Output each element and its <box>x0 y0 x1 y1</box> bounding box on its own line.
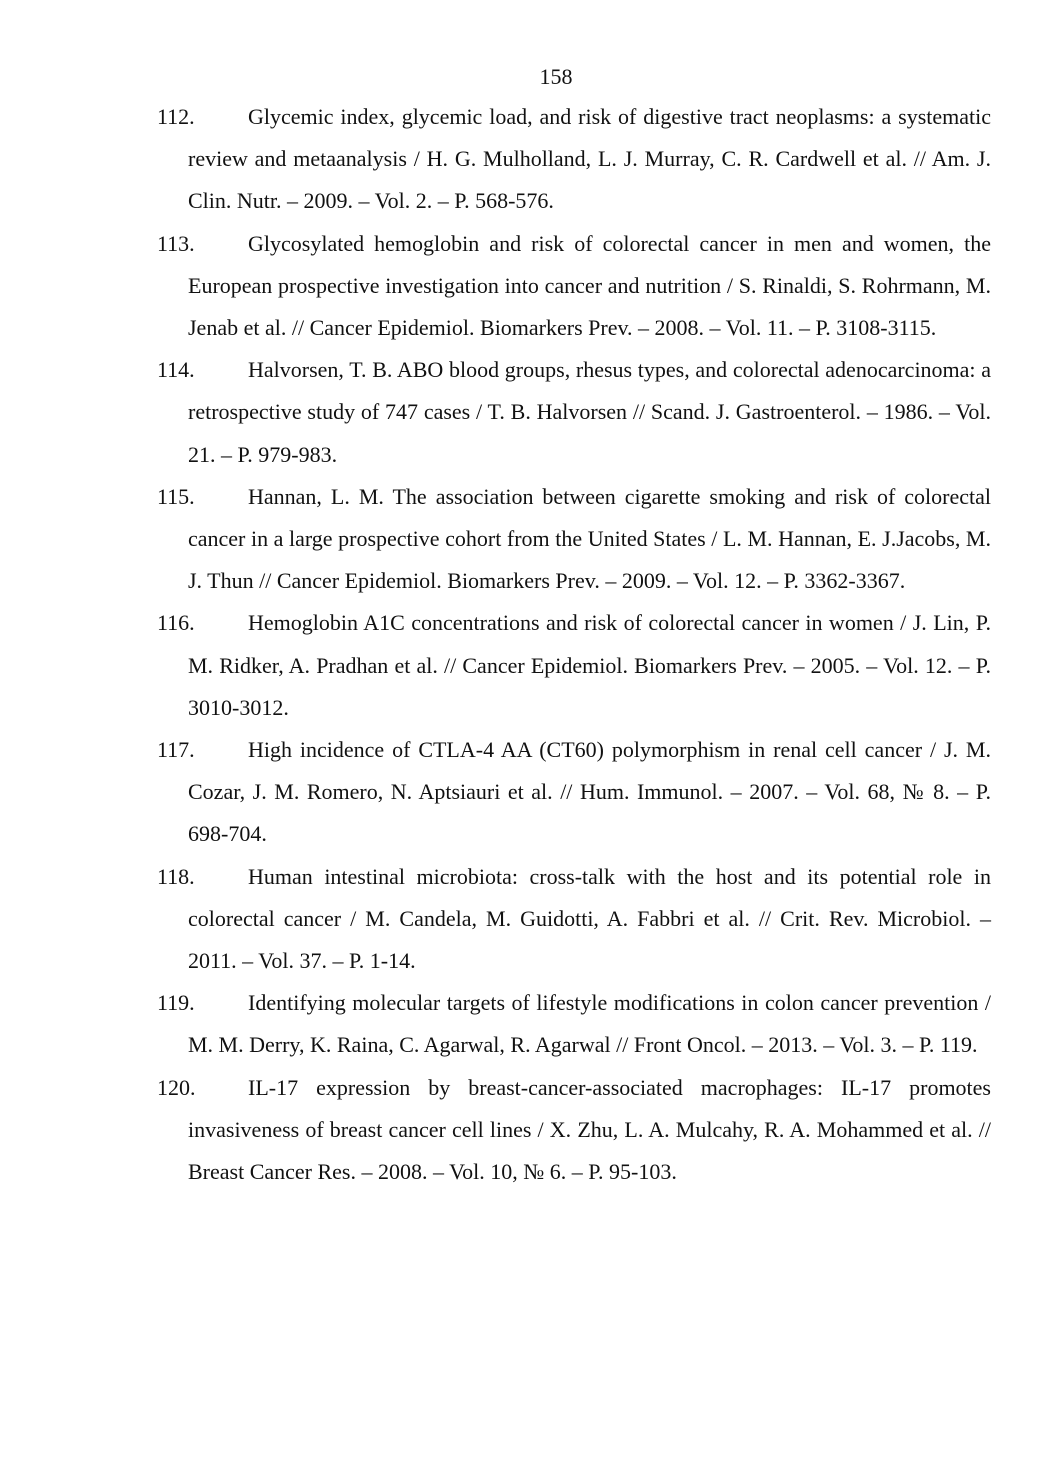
reference-text: Glycosylated hemoglobin and risk of colorectal cancer in men and women, the European prospective investigation into cancer and nutrition / S. Rinaldi, S. Rohrmann, M. Jenab et al. // Cancer Epidemiol. Biomarkers Prev. – 2008. – Vol. 11. – P. 3108-3115. <box>188 230 991 341</box>
reference-item <box>157 982 991 1066</box>
reference-text: Halvorsen, T. B. ABO blood groups, rhesus types, and colorectal adenocarcinoma: a retrospective study of 747 cases / T. B. Halvorsen // Scand. J. Gastroenterol. – 1986. – Vol. 21. – P. 979-983. <box>188 357 991 467</box>
page-number: 158 <box>539 64 573 89</box>
reference-item <box>157 96 991 223</box>
reference-item <box>157 349 991 476</box>
reference-text: Identifying molecular targets of lifestyle modifications in colon cancer prevention / M. M. Derry, K. Raina, C. Agarwal, R. Agarwal // Front Oncol. – 2013. – Vol. 3. – P. 119. <box>188 990 991 1058</box>
reference-number: 116. <box>157 610 195 636</box>
reference-number: 120. <box>157 1074 196 1100</box>
reference-item <box>157 223 991 350</box>
reference-number: 113. <box>157 230 195 256</box>
reference-text: IL-17 expression by breast-cancer-associated macrophages: IL-17 promotes invasiveness of breast cancer cell lines / X. Zhu, L. A. Mulcahy, R. A. Mohammed et al. // Breast Cancer Res. – 2008. – Vol. 10, № 6. – P. 95-103. <box>188 1074 991 1185</box>
reference-text: Hannan, L. M. The association between cigarette smoking and risk of colorectal cancer in a large prospective cohort from the United States / L. M. Hannan, E. J.Jacobs, M. J. Thun // Cancer Epidemiol. Biomarkers Prev. – 2009. – Vol. 12. – P. 3362-3367. <box>188 483 991 594</box>
reference-item <box>157 476 991 603</box>
reference-number: 118. <box>157 863 195 889</box>
reference-text: Human intestinal microbiota: cross-talk with the host and its potential role in colorectal cancer / M. Candela, M. Guidotti, A. Fabbri et al. // Crit. Rev. Microbiol. – 2011. – Vol. 37. – P. 1-14. <box>188 863 991 974</box>
reference-number: 119. <box>157 990 195 1016</box>
reference-text: Glycemic index, glycemic load, and risk of digestive tract neoplasms: a systematic review and metaanalysis / H. G. Mulholland, L. J. Murray, C. R. Cardwell et al. // Am. J. Clin. Nutr. – 2009. – Vol. 2. – P. 568-576. <box>188 104 991 214</box>
reference-number: 117. <box>157 737 195 763</box>
reference-number: 115. <box>157 483 195 509</box>
reference-item <box>157 1067 991 1194</box>
reference-item <box>157 856 991 983</box>
reference-text: High incidence of CTLA-4 AA (CT60) polymorphism in renal cell cancer / J. M. Cozar, J. M. Romero, N. Aptsiauri et al. // Hum. Immunol. – 2007. – Vol. 68, № 8. – P. 698-704. <box>188 737 991 847</box>
reference-item <box>157 602 991 729</box>
reference-list <box>157 96 991 1193</box>
reference-item <box>157 729 991 856</box>
reference-number: 114. <box>157 357 195 383</box>
reference-number: 112. <box>157 104 195 129</box>
reference-text: Hemoglobin A1C concentrations and risk of colorectal cancer in women / J. Lin, P. M. Ridker, A. Pradhan et al. // Cancer Epidemiol. Biomarkers Prev. – 2005. – Vol. 12. – P. 3010-3012. <box>188 610 991 720</box>
